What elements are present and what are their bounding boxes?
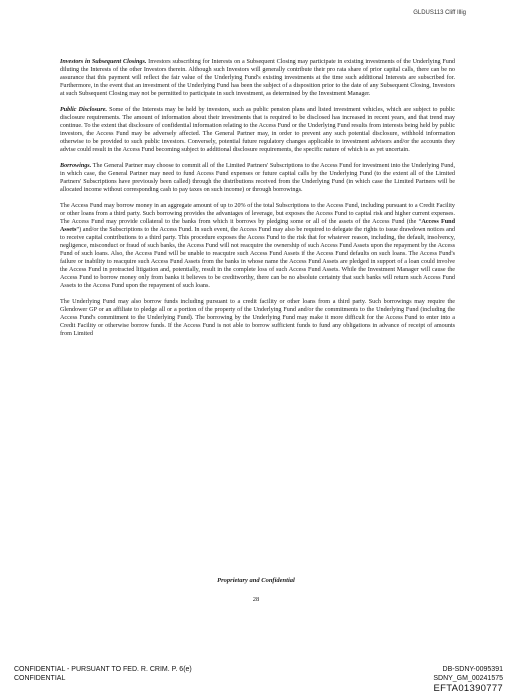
heading-investors-subsequent-closings: Investors in Subsequent Closings. xyxy=(60,59,147,65)
document-body xyxy=(60,58,455,346)
heading-public-disclosure: Public Disclosure. xyxy=(60,107,108,113)
text-access-fund-borrowing-end: ”) and/or the Subscriptions to the Access Fund. In such event, the Access Fund may also be required to delegate the rights to issue drawdown notices and to receive capital contributions to a third party. This procedure exposes the Access Fund to the risk that for whatever reason, including, the default, insolvency, negligence, misconduct or fraud of such banks, the Access Fund will not reacquire the ownership of such Access Fund Assets upon the repayment by the Access Fund of such loans. Also, the Access Fund will be unable to reacquire such Access Fund Assets if the Access Fund defaults on such loans. The Access Fund's failure or inability to reacquire such Access Fund Assets from the banks in whose name the Access Fund Assets are pledged in support of a loan could involve the Access Fund in protracted litigation and, potentially, result in the complete loss of such Access Fund Assets. While the Investment Manager will cause the Access Fund to borrow money only from banks it believes to be creditworthy, there can be no absolute certainty that such banks will return such Access Fund Assets to the Access Fund upon the repayment of such loans. xyxy=(60,227,455,289)
paragraph-public-disclosure xyxy=(60,106,455,154)
paragraph-underlying-fund-borrowing: The Underlying Fund may also borrow funds including pursuant to a credit facility or other loans from a third party. Such borrowings may require the Glendower GP or an affiliate to pledge all or a portion of the property of the Underlying Fund and/or the commitments to the Underlying Fund (including the Access Fund's commitment to the Underlying Fund). The borrowing by the Underlying Fund may make it more difficult for the Access Fund to enter into a Credit Facility or otherwise borrow funds. If the Access Fund is not able to borrow sufficient funds to fund any obligations in advance of receipt of amounts from Limited xyxy=(60,299,455,337)
paragraph-investors-subsequent-closings xyxy=(60,58,455,98)
confidential-stamp-left xyxy=(14,665,192,683)
bates-stamp-right xyxy=(433,665,503,694)
text-investors-subsequent-closings: Investors subscribing for Interests on a Subsequent Closing may participate in existing investments of the Underlying Fund diluting the Interests of the other Investors therein. Although such Investors will generally contribute their pro rata share of prior capital calls, there can be no assurance that this payment will reflect the fair value of the Underlying Fund's existing investments at the time such additional Interests are subscribed for. Furthermore, in the event that an investment of the Underlying Fund has been the subject of a disposition prior to the date of any Subsequent Closing, Investors at such Subsequent Closing may not be permitted to participate in such investment, as determined by the Investment Manager. xyxy=(60,59,455,97)
header-reference: GLDUS113 Cliff Illig xyxy=(413,10,466,16)
text-access-fund-borrowing-start: The Access Fund may borrow money in an aggregate amount of up to 20% of the total Subscriptions to the Access Fund, including pursuant to a Credit Facility or other loans from a third party. Such borrowing provides the advantages of leverage, but exposes the Access Fund to capital risk and higher current expenses. The Access Fund may provide collateral to the banks from which it borrows by pledging some or all of the assets of the Access Fund (the “ xyxy=(60,203,455,225)
text-borrowings: The General Partner may choose to commit all of the Limited Partners' Subscriptions to the Access Fund for investment into the Underlying Fund, in which case, the General Partner may need to fund Access Fund expenses or future capital calls by the Underlying Fund (to the extent all of the Limited Partners' Subscriptions have previously been called) through the distributions received from the Underlying Fund (in which case the Limited Partners will be allocated income without corresponding cash to pay taxes on such income) or through borrowings. xyxy=(60,163,455,193)
page-number: 28 xyxy=(252,596,260,603)
text-public-disclosure: Some of the Interests may be held by investors, such as public pension plans and listed investment vehicles, which are subject to public disclosure requirements. The amount of information about their investments that is required to be disclosed has increased in recent years, and that trend may continue. To the extent that disclosure of confidential information relating to the Access Fund or the Underlying Fund results from interests being held by public investors, the Access Fund may be adversely affected. The General Partner may, in order to prevent any such potential disclosure, withhold information otherwise to be provided to such public investors. Conversely, potential future regulatory changes applicable to investment advisors and/or the accounts they advise could result in the Access Fund becoming subject to additional disclosure requirements, the specific nature of which is as yet uncertain. xyxy=(60,107,455,153)
heading-borrowings: Borrowings. xyxy=(60,163,92,169)
bates-number-db: DB-SDNY-0095391 xyxy=(442,666,503,673)
paragraph-access-fund-borrowing xyxy=(60,202,455,290)
footer-proprietary-label: Proprietary and Confidential xyxy=(217,577,295,584)
defined-term-access-fund-assets: Access Fund Assets xyxy=(60,219,455,233)
confidential-line-1: CONFIDENTIAL - PURSUANT TO FED. R. CRIM. P. 6(e) xyxy=(14,666,192,673)
bates-number-sdny: SDNY_GM_00241575 xyxy=(433,675,503,682)
bates-number-efta: EFTA01390777 xyxy=(433,683,503,694)
confidential-line-2: CONFIDENTIAL xyxy=(14,675,66,682)
paragraph-borrowings xyxy=(60,162,455,194)
